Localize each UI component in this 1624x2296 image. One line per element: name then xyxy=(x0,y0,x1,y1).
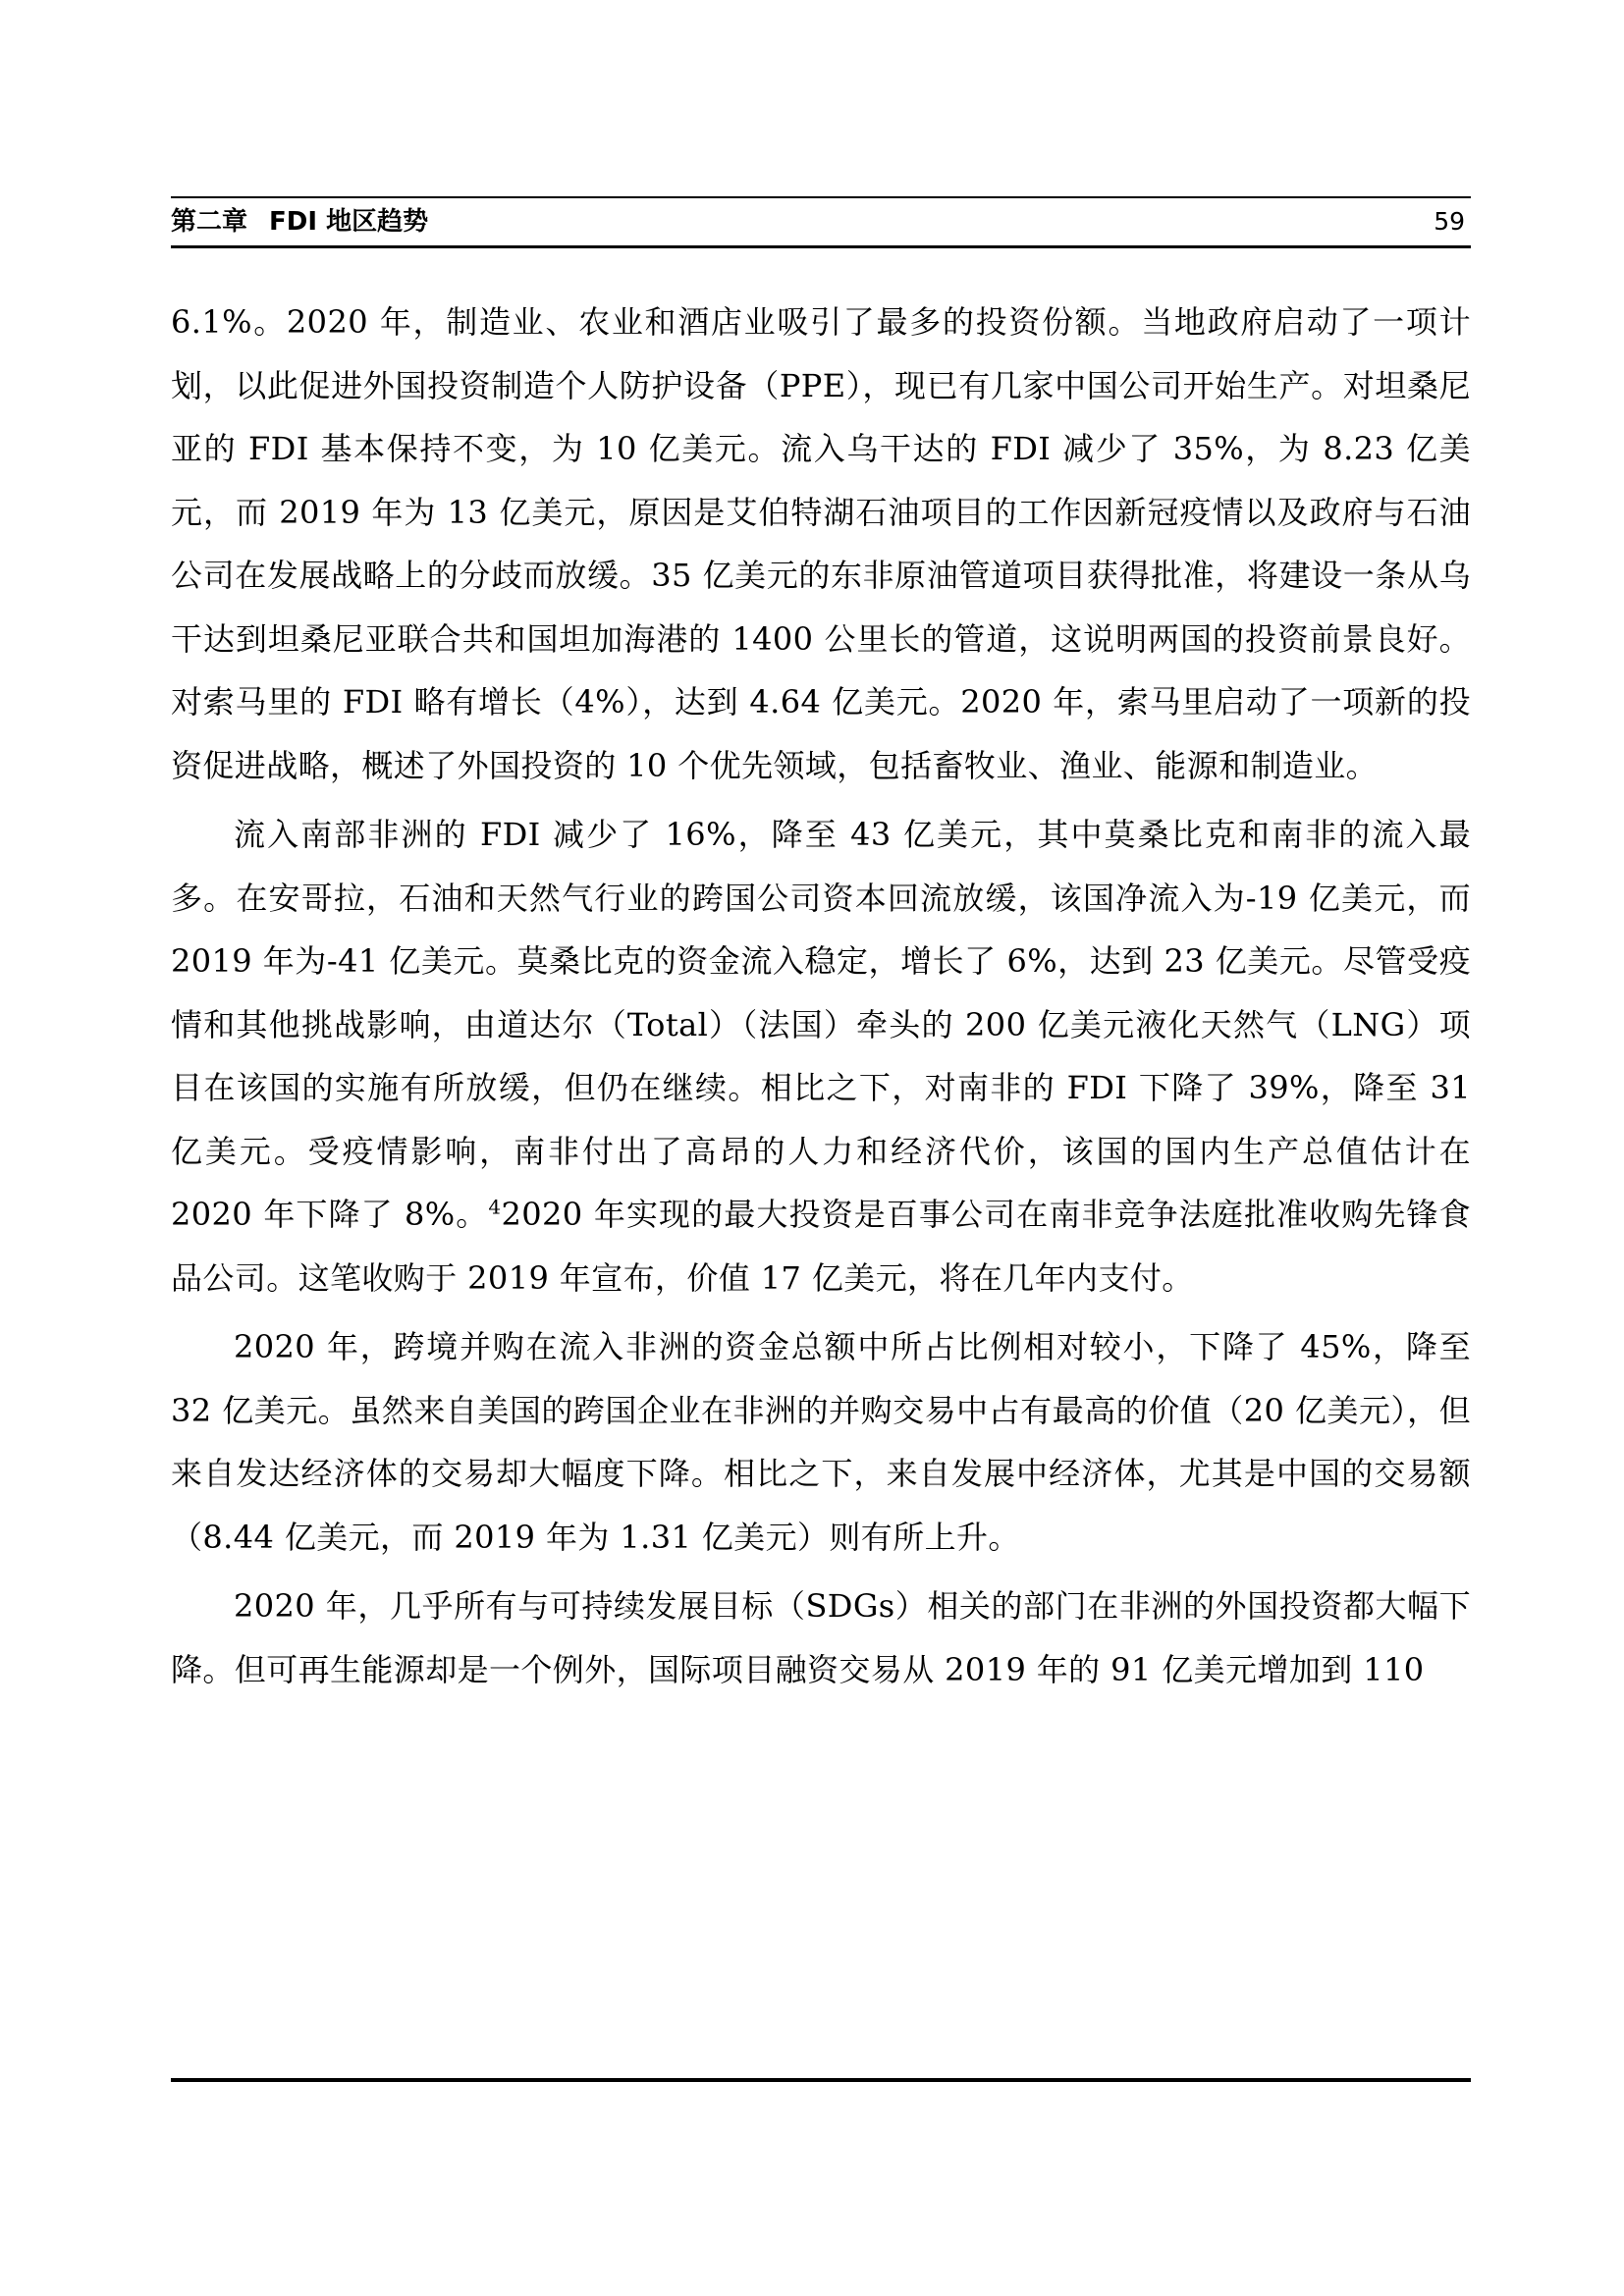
body-text xyxy=(171,291,1471,1707)
chapter-title: FDI 地区趋势 xyxy=(269,207,429,237)
footer-rule xyxy=(171,2078,1471,2082)
page-number: 59 xyxy=(1434,207,1465,236)
paragraph: 2020 年，跨境并购在流入非洲的资金总额中所占比例相对较小，下降了 45%，降至 32 亿美元。虽然来自美国的跨国企业在非洲的并购交易中占有最高的价值（20 亿美元），但来自发达经济体的交易却大幅度下降。相比之下，来自发展中经济体，尤其是中国的交易额（8.44 亿美元，而 2019 年为 1.31 亿美元）则有所上升。 xyxy=(171,1328,1471,1556)
paragraph: 2020 年，几乎所有与可持续发展目标（SDGs）相关的部门在非洲的外国投资都大幅下降。但可再生能源却是一个例外，国际项目融资交易从 2019 年的 91 亿美元增加到 110 xyxy=(171,1587,1471,1688)
running-header xyxy=(171,196,1471,248)
footnote-marker[interactable]: 4 xyxy=(488,1195,502,1219)
paragraph-text: 流入南部非洲的 FDI 减少了 16%，降至 43 亿美元，其中莫桑比克和南非的流入最多。在安哥拉，石油和天然气行业的跨国公司资本回流放缓，该国净流入为-19 亿美元，而 2019 年为-41 亿美元。莫桑比克的资金流入稳定，增长了 6%，达到 23 亿美元。尽管受疫情和其他挑战影响，由道达尔（Total）（法国）牵头的 200 亿美元液化天然气（LNG）项目在该国的实施有所放缓，但仍在继续。相比之下，对南非的 FDI 下降了 39%，降至 31 亿美元。受疫情影响，南非付出了高昂的人力和经济代价，该国的国内生产总值估计在 2020 年下降了 8%。 xyxy=(171,816,1471,1233)
chapter-label: 第二章 xyxy=(171,207,248,237)
paragraph xyxy=(171,803,1471,1309)
paragraph: 6.1%。2020 年，制造业、农业和酒店业吸引了最多的投资份额。当地政府启动了一项计划，以此促进外国投资制造个人防护设备（PPE），现已有几家中国公司开始生产。对坦桑尼亚的 FDI 基本保持不变，为 10 亿美元。流入乌干达的 FDI 减少了 35%，为 8.23 亿美元，而 2019 年为 13 亿美元，原因是艾伯特湖石油项目的工作因新冠疫情以及政府与石油公司在发展战略上的分歧而放缓。35 亿美元的东非原油管道项目获得批准，将建设一条从乌干达到坦桑尼亚联合共和国坦加海港的 1400 公里长的管道，这说明两国的投资前景良好。对索马里的 FDI 略有增长（4%），达到 4.64 亿美元。2020 年，索马里启动了一项新的投资促进战略，概述了外国投资的 10 个优先领域，包括畜牧业、渔业、能源和制造业。 xyxy=(171,303,1471,784)
paragraph-text: 2020 年实现的最大投资是百事公司在南非竞争法庭批准收购先锋食品公司。这笔收购于 2019 年宣布，价值 17 亿美元，将在几年内支付。 xyxy=(171,1196,1471,1297)
chapter-heading xyxy=(171,206,428,238)
